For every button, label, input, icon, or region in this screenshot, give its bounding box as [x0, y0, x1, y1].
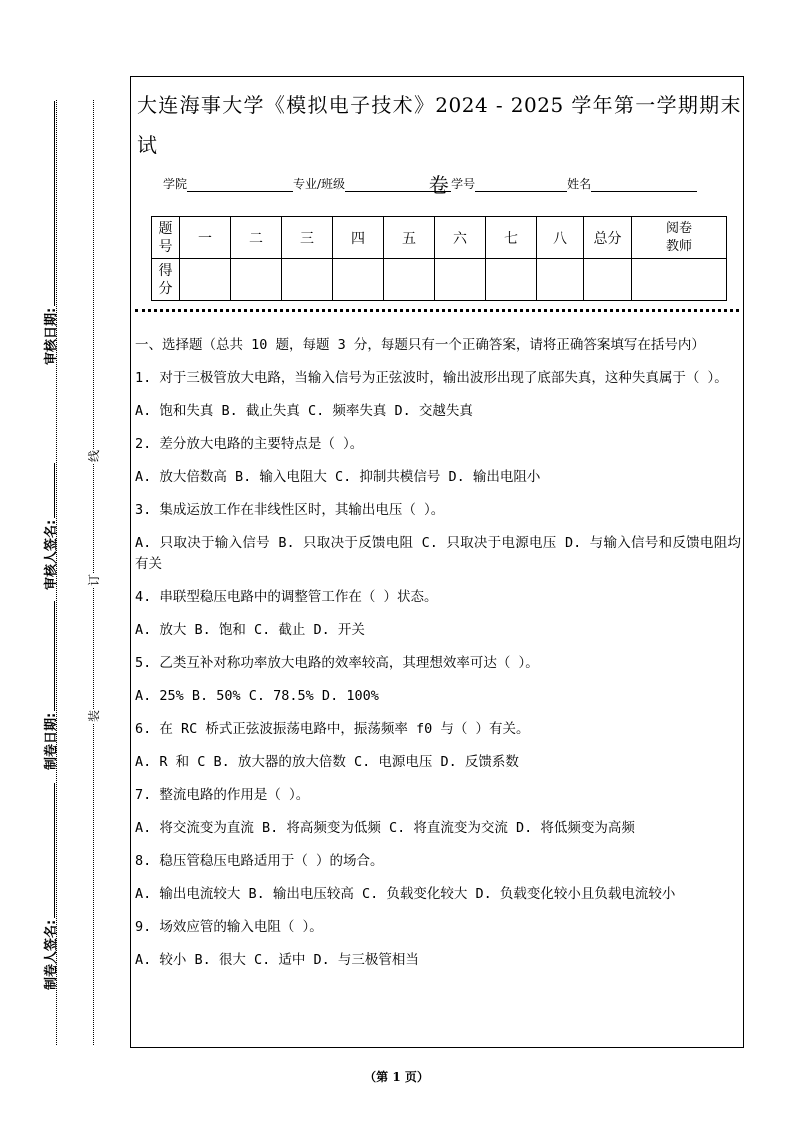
question-stem: 9. 场效应管的输入电阻（ ）。	[135, 919, 323, 935]
score-label-a: 得	[158, 262, 173, 279]
score-table-score-row	[152, 259, 727, 301]
review-date-blank[interactable]	[54, 101, 55, 306]
major-label: 专业/班级	[293, 177, 346, 191]
col-header-4: 四	[333, 217, 384, 259]
score-table-header-row	[152, 217, 727, 259]
question-options: A. R 和 C B. 放大器的放大倍数 C. 电源电压 D. 反馈系数	[135, 754, 519, 770]
col-header-grader	[632, 217, 727, 259]
score-table	[151, 216, 727, 301]
maker-sign-label: 制卷人签名:	[44, 919, 59, 990]
question-stem: 7. 整流电路的作用是（ ）。	[135, 787, 310, 803]
question-options: A. 输出电流较大 B. 输出电压较高 C. 负载变化较大 D. 负载变化较小且负载电流较小	[135, 886, 676, 902]
score-cell-6[interactable]	[435, 259, 486, 301]
question-stem: 3. 集成运放工作在非线性区时，其输出电压（ ）。	[135, 502, 445, 518]
make-date-blank[interactable]	[54, 601, 55, 711]
score-cell-3[interactable]	[282, 259, 333, 301]
reviewer-sign-label: 审核人签名:	[44, 519, 59, 590]
col-header-3: 三	[282, 217, 333, 259]
question-options: A. 将交流变为直流 B. 将高频变为低频 C. 将直流变为交流 D. 将低频变为高频	[135, 820, 635, 836]
question-section	[135, 335, 741, 983]
score-cell-grader[interactable]	[632, 259, 727, 301]
col-header-1: 一	[180, 217, 231, 259]
section-separator	[135, 309, 739, 312]
col-header-6: 六	[435, 217, 486, 259]
question-options: A. 饱和失真 B. 截止失真 C. 频率失真 D. 交越失真	[135, 403, 473, 419]
make-date-label: 制卷日期:	[44, 712, 59, 770]
question-stem: 2. 差分放大电路的主要特点是（ ）。	[135, 436, 364, 452]
question-stem: 4. 串联型稳压电路中的调整管工作在（ ）状态。	[135, 589, 438, 605]
student-info-row	[163, 175, 697, 192]
question-stem: 8. 稳压管稳压电路适用于（ ）的场合。	[135, 853, 384, 869]
review-date-label: 审核日期:	[44, 307, 59, 365]
student-id-label: 学号	[451, 177, 476, 191]
name-blank[interactable]	[591, 178, 697, 192]
name-label: 姓名	[567, 177, 592, 191]
review-date-field	[40, 101, 59, 365]
col-header-2: 二	[231, 217, 282, 259]
col-header-7: 七	[486, 217, 537, 259]
make-date-field	[40, 601, 59, 770]
maker-sign-field	[40, 783, 59, 990]
binding-mark-zhuang: 装	[87, 710, 101, 723]
reviewer-sign-field	[40, 463, 59, 590]
question-options: A. 放大 B. 饱和 C. 截止 D. 开关	[135, 622, 365, 638]
question-options: A. 25% B. 50% C. 78.5% D. 100%	[135, 688, 379, 704]
question-stem: 1. 对于三极管放大电路，当输入信号为正弦波时，输出波形出现了底部失真，这种失真属于（ ）。	[135, 370, 728, 386]
question-options: A. 放大倍数高 B. 输入电阻大 C. 抑制共模信号 D. 输出电阻小	[135, 469, 541, 485]
grader-label-b: 教师	[665, 238, 692, 254]
score-cell-5[interactable]	[384, 259, 435, 301]
maker-sign-blank[interactable]	[54, 783, 55, 918]
score-label-b: 分	[158, 280, 173, 297]
question-number-label-a: 题	[158, 220, 173, 237]
col-header-8: 八	[537, 217, 584, 259]
score-cell-4[interactable]	[333, 259, 384, 301]
score-cell-1[interactable]	[180, 259, 231, 301]
col-header-total: 总分	[584, 217, 632, 259]
score-cell-2[interactable]	[231, 259, 282, 301]
col-header-5: 五	[384, 217, 435, 259]
major-blank[interactable]	[345, 178, 451, 192]
grader-label-a: 阅卷	[665, 220, 692, 236]
binding-mark-ding: 订	[87, 574, 101, 587]
score-cell-7[interactable]	[486, 259, 537, 301]
binding-mark-line: 线	[87, 450, 101, 463]
question-number-label-b: 号	[158, 238, 173, 255]
page-number: （第 1 页）	[364, 1070, 429, 1084]
question-stem: 5. 乙类互补对称功率放大电路的效率较高，其理想效率可达（ ）。	[135, 655, 539, 671]
exam-title-line1: 大连海事大学《模拟电子技术》2024 - 2025 学年第一学期期末试	[137, 93, 741, 157]
exam-title-line2: 卷	[428, 173, 450, 197]
college-label: 学院	[163, 177, 188, 191]
section-heading: 一、选择题（总共 10 题，每题 3 分，每题只有一个正确答案，请将正确答案填写在括号内）	[135, 337, 705, 353]
score-label	[152, 259, 180, 301]
question-stem: 6. 在 RC 桥式正弦波振荡电路中，振荡频率 f0 与（ ）有关。	[135, 721, 530, 737]
score-cell-8[interactable]	[537, 259, 584, 301]
question-options: A. 较小 B. 很大 C. 适中 D. 与三极管相当	[135, 952, 419, 968]
exam-frame	[130, 76, 744, 1048]
question-options: A. 只取决于输入信号 B. 只取决于反馈电阻 C. 只取决于电源电压 D. 与输入信号和反馈电阻均有关	[135, 535, 741, 572]
college-blank[interactable]	[187, 178, 293, 192]
reviewer-sign-blank[interactable]	[54, 463, 55, 518]
score-cell-total[interactable]	[584, 259, 632, 301]
question-number-label	[152, 217, 180, 259]
student-id-blank[interactable]	[475, 178, 567, 192]
